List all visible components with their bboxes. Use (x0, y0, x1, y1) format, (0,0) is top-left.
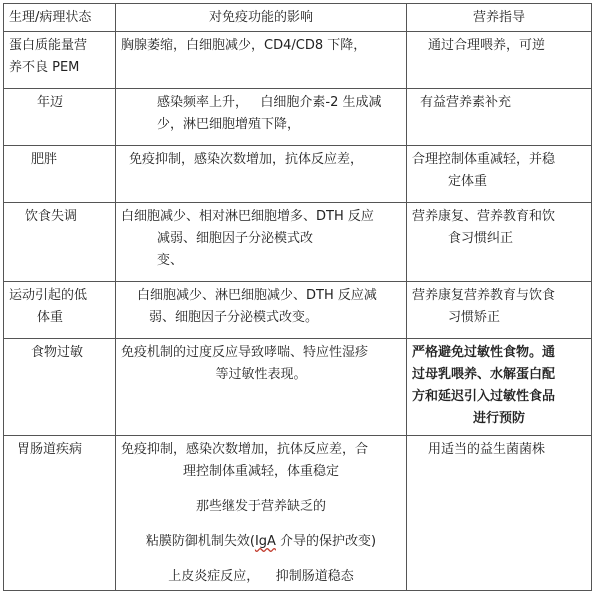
table-row (4, 32, 592, 89)
effect-line: 白细胞减少、相对淋巴细胞增多、DTH 反应 (121, 209, 374, 224)
state-cell (4, 203, 116, 282)
guidance-cell (407, 32, 592, 89)
effect-line: 弱、细胞因子分泌模式改变。 (149, 310, 319, 325)
effect-line: 免疫机制的过度反应导致哮喘、特应性湿疹 (121, 345, 369, 360)
immune-nutrition-table (3, 3, 592, 591)
guidance-line: 营养康复营养教育与饮食 (412, 288, 556, 303)
effect-line: 减弱、细胞因子分泌模式改 (157, 231, 314, 246)
effect-line: 感染频率上升， 白细胞介素-2 生成减 (157, 95, 382, 110)
effect-line (121, 531, 401, 553)
guidance-line: 合理控制体重减轻，并稳 (412, 152, 556, 167)
guidance-cell (407, 89, 592, 146)
effect-text: 粘膜防御机制失效( (145, 534, 255, 549)
state-line: 食物过敏 (31, 345, 84, 360)
guidance-cell (407, 339, 592, 436)
effect-cell (116, 339, 407, 436)
guidance-line: 严格避免过敏性食物。通 (412, 345, 556, 360)
effect-line: 理控制体重减轻，体重稳定 (182, 464, 339, 479)
header-effect (116, 4, 407, 32)
effect-line: 那些继发于营养缺乏的 (195, 499, 326, 514)
guidance-cell (407, 436, 592, 591)
effect-cell (116, 282, 407, 339)
effect-cell (116, 436, 407, 591)
guidance-line: 食习惯纠正 (448, 231, 514, 246)
table-row (4, 339, 592, 436)
guidance-line: 习惯矫正 (448, 310, 501, 325)
guidance-cell (407, 203, 592, 282)
state-line: 运动引起的低 (9, 288, 88, 303)
state-line: 年迈 (37, 95, 64, 110)
effect-line: 等过敏性表现。 (215, 367, 307, 382)
state-line: 肥胖 (31, 152, 58, 167)
effect-line: 上皮炎症反应， 抑制肠道稳态 (168, 569, 354, 584)
guidance-cell (407, 146, 592, 203)
guidance-line: 用适当的益生菌菌株 (428, 442, 546, 457)
effect-line: 免疫抑制，感染次数增加，抗体反应差，合 (121, 442, 369, 457)
state-cell (4, 282, 116, 339)
header-effect-label: 对免疫功能的影响 (208, 10, 313, 25)
effect-cell (116, 32, 407, 89)
table-row (4, 282, 592, 339)
guidance-line: 进行预防 (472, 411, 525, 426)
guidance-line: 定体重 (448, 174, 488, 189)
table-row (4, 89, 592, 146)
table-row (4, 436, 592, 591)
state-cell (4, 89, 116, 146)
effect-line: 胸腺萎缩，白细胞减少，CD4/CD8 下降， (121, 38, 367, 53)
table-row (4, 146, 592, 203)
guidance-line: 方和延迟引入过敏性食品 (412, 389, 556, 404)
state-line: 体重 (37, 310, 64, 325)
table-row (4, 203, 592, 282)
effect-line: 白细胞减少、淋巴细胞减少、DTH 反应减 (137, 288, 377, 303)
state-line: 养不良 PEM (9, 60, 80, 75)
effect-text: 介导的保护改变) (275, 534, 377, 549)
guidance-cell (407, 282, 592, 339)
state-line: 胃肠道疾病 (17, 442, 83, 457)
effect-line: 少，淋巴细胞增殖下降， (157, 117, 301, 132)
iga-term: IgA (254, 534, 276, 549)
effect-cell (116, 146, 407, 203)
header-guidance (407, 4, 592, 32)
guidance-line: 有益营养素补充 (420, 95, 512, 110)
effect-cell (116, 203, 407, 282)
guidance-line: 通过合理喂养，可逆 (428, 38, 546, 53)
table-header-row (4, 4, 592, 32)
header-guidance-label: 营养指导 (472, 10, 525, 25)
state-cell (4, 436, 116, 591)
effect-line: 免疫抑制，感染次数增加，抗体反应差， (129, 152, 364, 167)
state-cell (4, 146, 116, 203)
guidance-line: 过母乳喂养、水解蛋白配 (412, 367, 556, 382)
state-line: 饮食失调 (25, 209, 78, 224)
effect-line: 变、 (157, 253, 184, 268)
state-cell (4, 32, 116, 89)
state-cell (4, 339, 116, 436)
header-state (4, 4, 116, 32)
guidance-line: 营养康复、营养教育和饮 (412, 209, 556, 224)
state-line: 蛋白质能量营 (9, 38, 88, 53)
effect-cell (116, 89, 407, 146)
header-state-label: 生理/病理状态 (9, 10, 92, 25)
